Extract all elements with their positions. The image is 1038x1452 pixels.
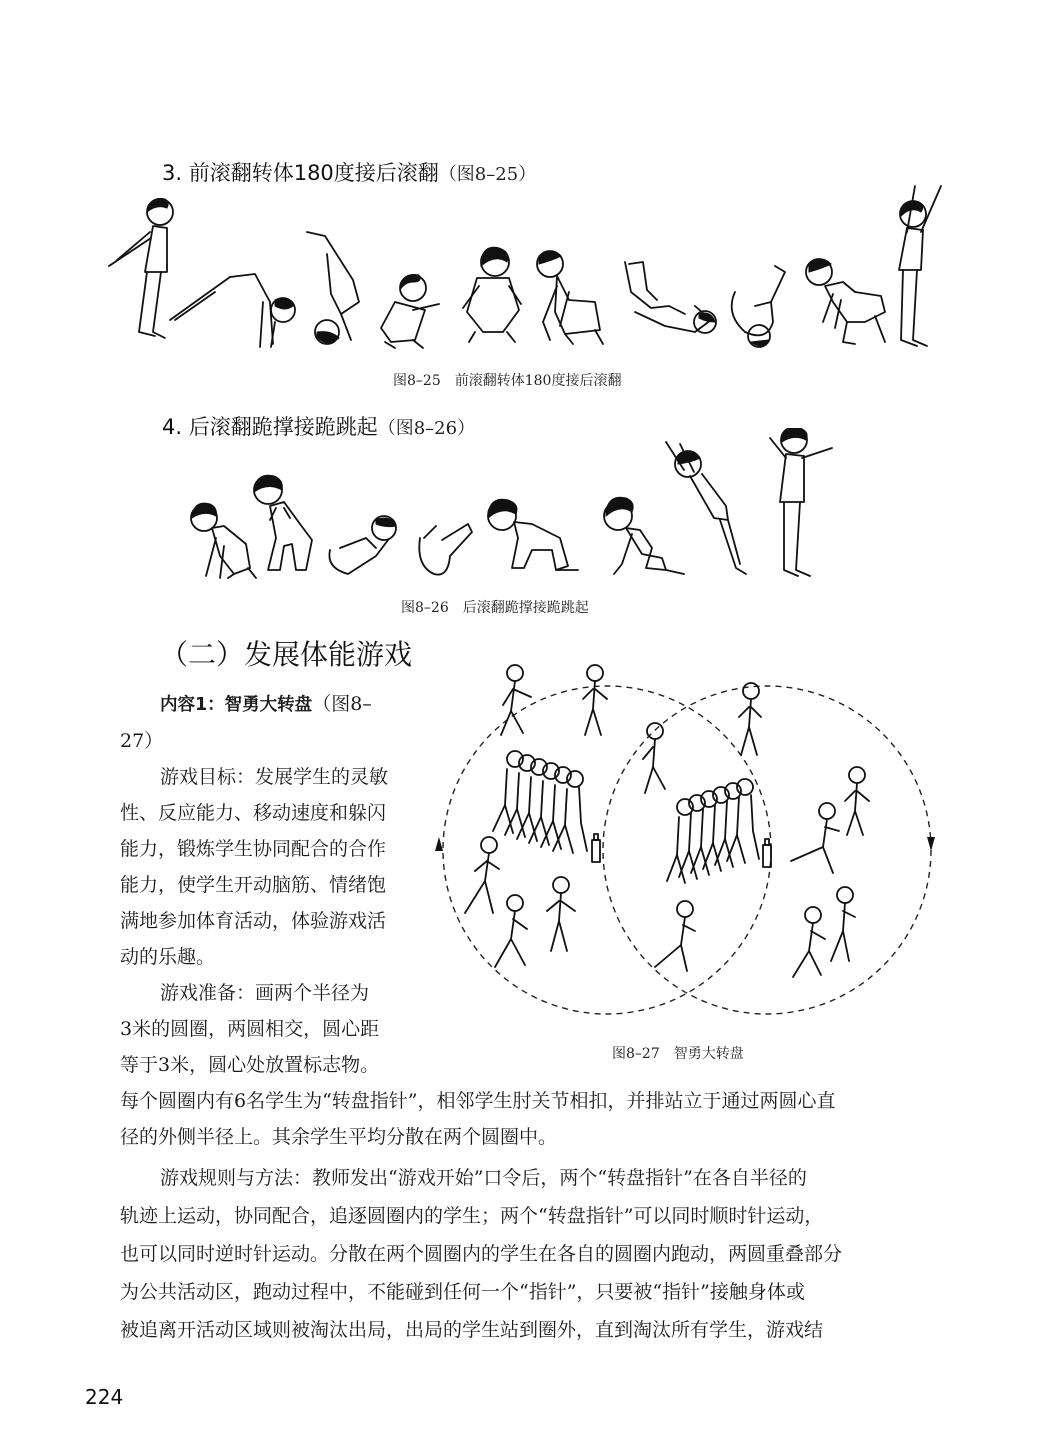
runner	[655, 901, 695, 971]
section-4-ref: （图8–26）	[377, 418, 476, 439]
figure-8-26-pose-3	[329, 516, 396, 574]
paragraph-line: 轨迹上运动，协同配合，追逐圆圈内的学生；两个“转盘指针”可以同时顺时针运动，	[120, 1205, 824, 1227]
goal-line: 能力，使学生开动脑筋、情绪饱	[120, 874, 387, 896]
goal-line: 满地参加体育活动，体验游戏活	[120, 910, 387, 932]
right-circle	[603, 686, 931, 1014]
prep-line: 等于3米，圆心处放置标志物。	[120, 1054, 380, 1076]
figure-8-25-pose-9	[806, 259, 885, 344]
content-1-ref-a: （图8–	[312, 693, 372, 715]
figure-8-27-diagram	[435, 655, 945, 1025]
left-center-marker	[592, 834, 600, 862]
left-arrow-icon	[435, 837, 443, 851]
figure-8-26-pose-1	[191, 503, 256, 578]
paragraph-line: 被追离开活动区域则被淘汰出局，出局的学生站到圈外，直到淘汰所有学生，游戏结	[120, 1319, 824, 1341]
runner	[739, 683, 761, 755]
runner	[791, 803, 839, 873]
right-pointer-group	[667, 779, 759, 883]
runner	[495, 895, 527, 967]
right-arrow-icon	[927, 837, 935, 851]
figure-8-25-pose-7	[625, 262, 716, 333]
prep-line: 游戏准备：画两个半径为	[160, 982, 370, 1004]
paragraph-line: 为公共活动区，跑动过程中，不能碰到任何一个“指针”，只要被“指针”接触身体或	[120, 1281, 805, 1303]
prep-line: 3米的圆圈，两圆相交，圆心距	[120, 1018, 380, 1040]
runner	[547, 877, 575, 951]
content-1-ref-b: 27）	[120, 730, 164, 752]
figure-8-25-pose-10	[899, 186, 941, 346]
content-1-label: 内容1：智勇大转盘	[160, 695, 313, 715]
content-1-title	[120, 686, 420, 723]
section-two-heading: （二）发展体能游戏	[160, 638, 413, 671]
goal-line: 能力，锻炼学生协同配合的合作	[120, 838, 387, 860]
goal-line: 游戏目标：发展学生的灵敏	[160, 766, 389, 788]
figure-8-25-pose-8	[732, 266, 785, 347]
goal-line: 性、反应能力、移动速度和躲闪	[120, 802, 387, 824]
rules-paragraphs	[120, 1083, 950, 1348]
left-circle	[443, 686, 771, 1014]
runner	[831, 887, 855, 961]
figure-8-26-pose-7	[666, 442, 746, 574]
page-number: 224	[85, 1385, 124, 1409]
figure-8-27-caption: 图8–27 智勇大转盘	[612, 1046, 744, 1062]
goal-line: 动的乐趣。	[120, 946, 216, 968]
figure-8-26-pose-5	[488, 499, 578, 570]
figure-8-25-pose-4	[381, 274, 439, 348]
runner	[643, 723, 665, 793]
figure-8-26-illustration	[180, 428, 840, 588]
paragraph-line: 每个圆圈内有6名学生为“转盘指针”，相邻学生肘关节相扣，并排站立于通过两圆心直	[120, 1090, 836, 1112]
figure-8-26-caption: 图8–26 后滚翻跪撑接跪跳起	[401, 600, 589, 616]
runner	[501, 665, 531, 735]
figure-8-25-pose-2	[170, 274, 295, 347]
runner	[845, 767, 869, 835]
figure-8-25-pose-6	[537, 251, 603, 344]
figure-8-26-pose-6	[604, 497, 684, 574]
left-pointer-group	[493, 751, 587, 853]
section-3-title: 3. 前滚翻转体180度接后滚翻	[162, 161, 439, 185]
paragraph-line: 也可以同时逆时针运动。分散在两个圆圈内的学生在各自的圆圈内跑动，两圆重叠部分	[120, 1243, 843, 1265]
figure-8-26-pose-2	[254, 475, 312, 570]
figure-8-25-caption: 图8–25 前滚翻转体180度接后滚翻	[393, 373, 622, 389]
figure-8-26-pose-4	[419, 524, 472, 575]
runner	[793, 907, 825, 977]
content-left-column	[120, 686, 420, 1083]
runner	[583, 665, 607, 735]
figure-8-25-pose-3	[307, 232, 359, 344]
figure-8-26-pose-8	[770, 428, 832, 576]
section-3-ref: （图8–25）	[438, 164, 537, 185]
figure-8-25-pose-1	[109, 198, 173, 338]
paragraph-line: 径的外侧半径上。其余学生平均分散在两个圆圈中。	[120, 1126, 558, 1148]
runner	[465, 837, 499, 913]
figure-8-25-illustration	[95, 182, 965, 362]
paragraph-line: 游戏规则与方法：教师发出“游戏开始”口令后，两个“转盘指针”在各自半径的	[160, 1167, 807, 1189]
section-4-title: 4. 后滚翻跪撑接跪跳起	[162, 415, 378, 439]
figure-8-25-pose-5	[463, 247, 521, 342]
